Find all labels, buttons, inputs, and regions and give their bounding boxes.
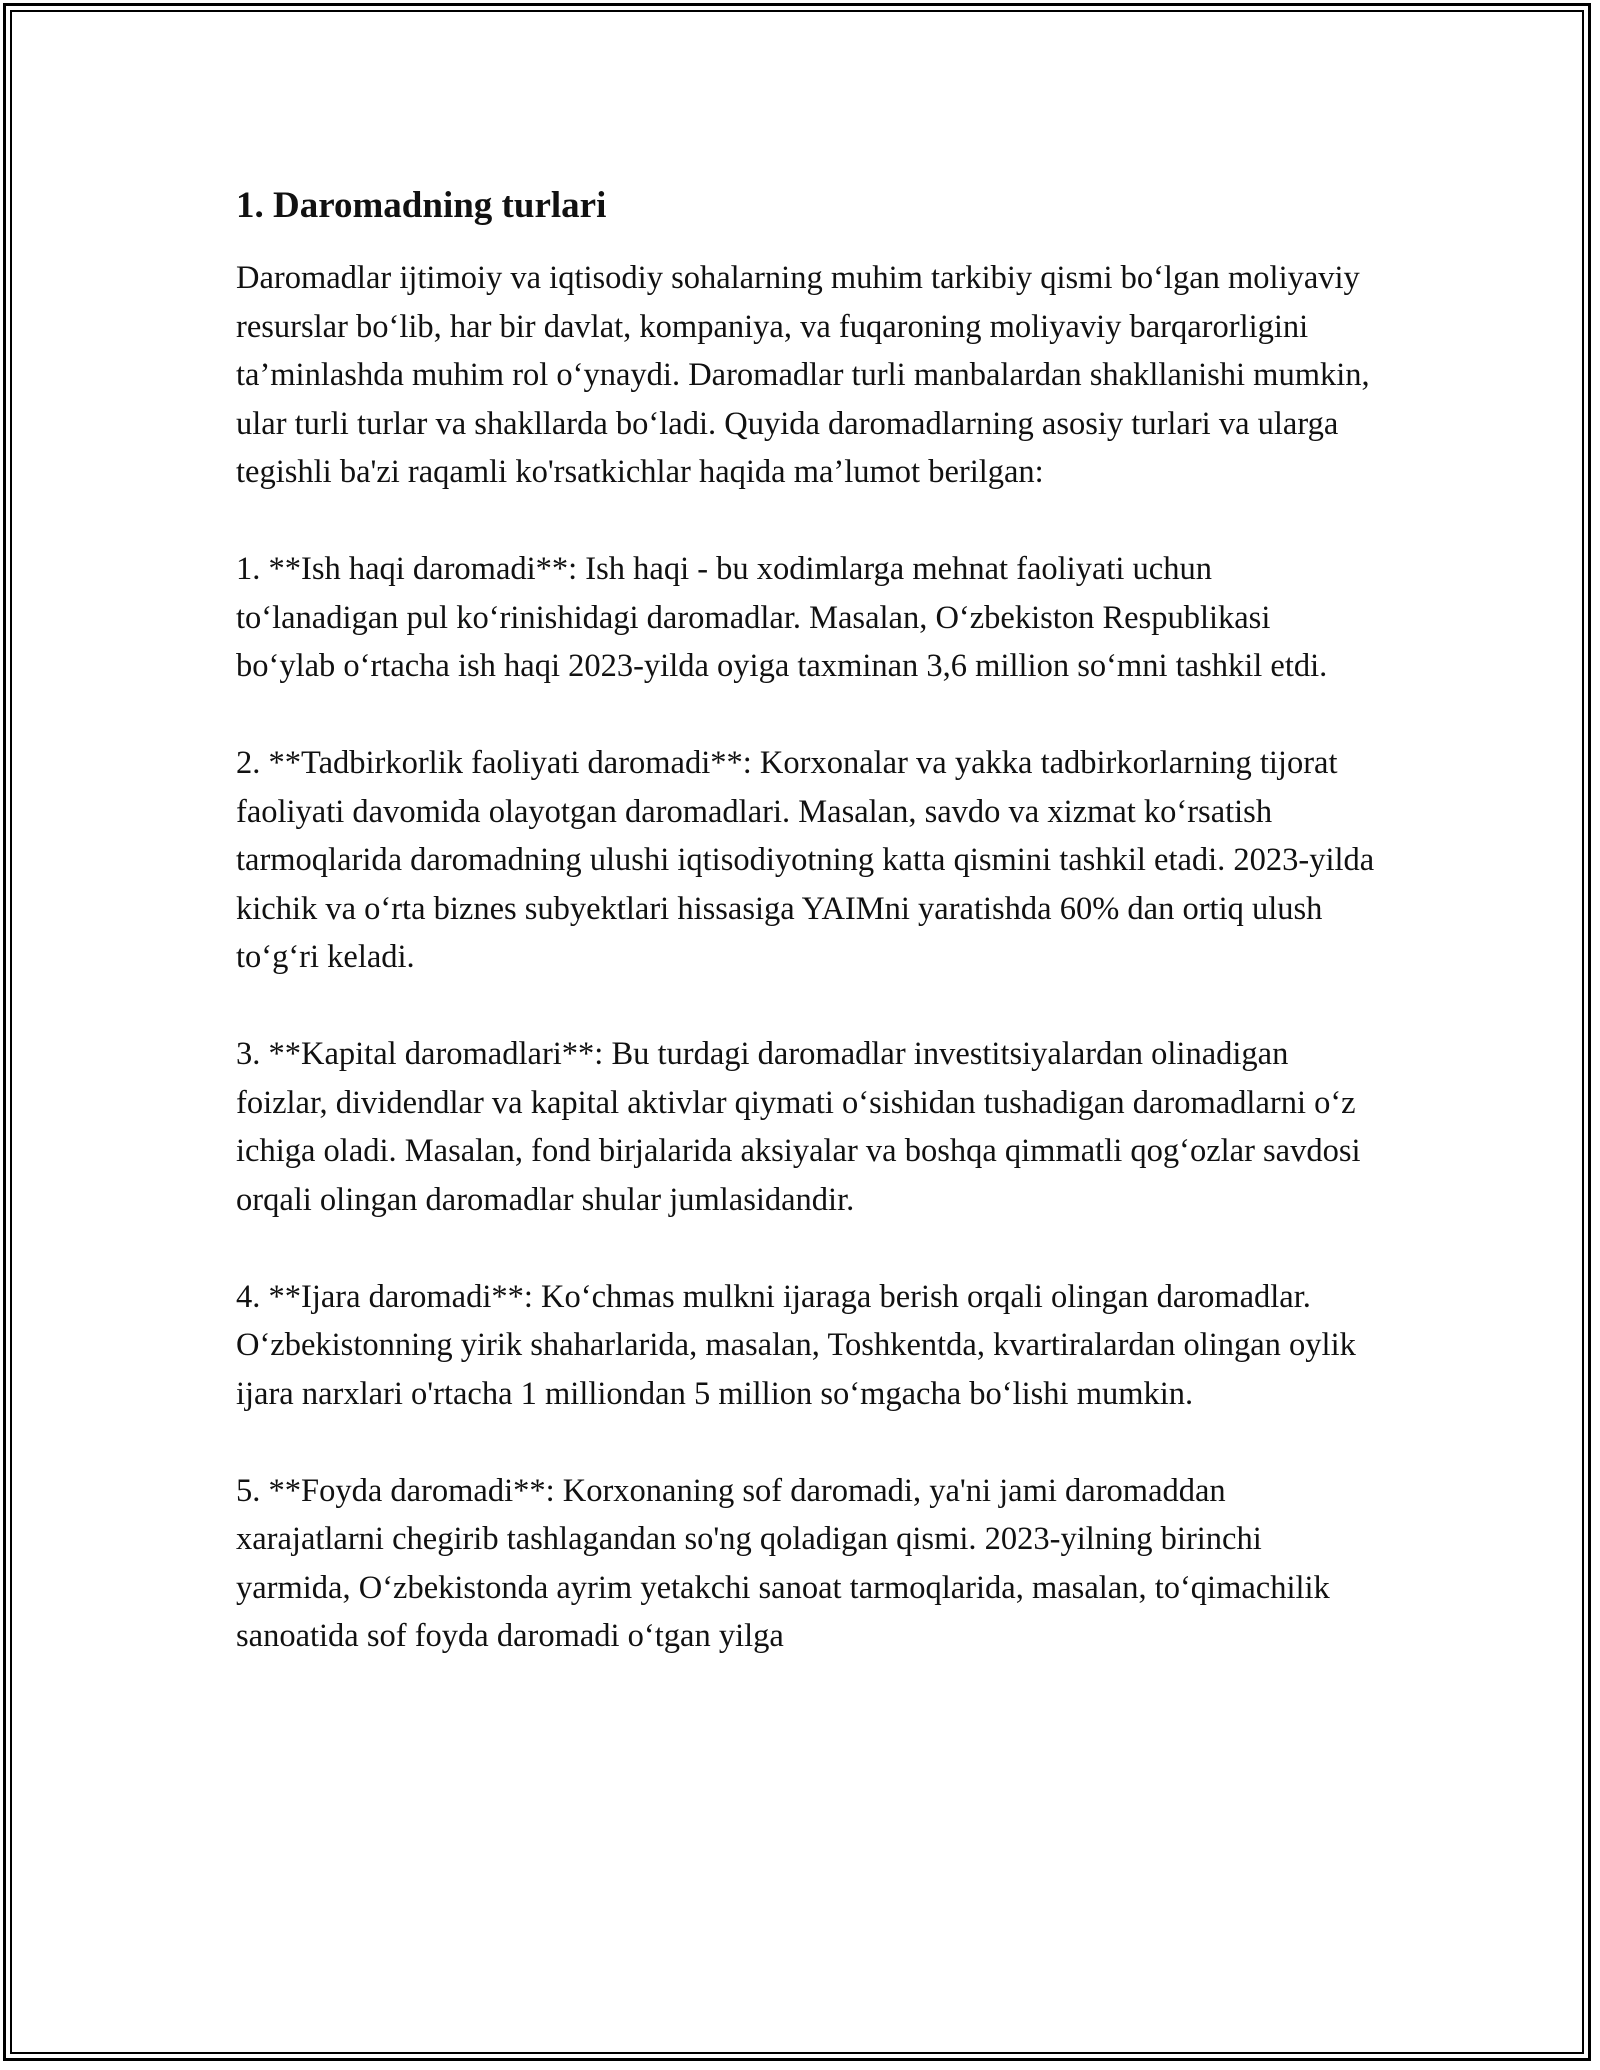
paragraph-capital-income: 3. **Kapital daromadlari**: Bu turdagi daromadlar investitsiyalardan olinadigan foizlar, dividendlar va kapital aktivlar qiymati o‘sishidan tushadigan daromadlarni o‘z ichiga oladi. Masalan, fond birjalarida aksiyalar va boshqa qimmatli qog‘ozlar savdosi orqali olingan daromadlar shular jumlasidandir. bbox=[236, 1036, 1361, 1218]
paragraph-rental-income: 4. **Ijara daromadi**: Ko‘chmas mulkni ijaraga berish orqali olingan daromadlar. O‘zbekistonning yirik shaharlarida, masalan, Toshkentda, kvartiralardan olingan oylik ijara narxlari o'rtacha 1 milliondan 5 million so‘mgacha bo‘lishi mumkin. bbox=[236, 1278, 1356, 1412]
intro-paragraph: Daromadlar ijtimoiy va iqtisodiy sohalarning muhim tarkibiy qismi bo‘lgan moliyaviy resurslar bo‘lib, har bir davlat, kompaniya, va fuqaroning moliyaviy barqarorligini ta’minlashda muhim rol o‘ynaydi. Daromadlar turli manbalardan shakllanishi mumkin, ular turli turlar va shakllarda bo‘ladi. Quyida daromadlarning asosiy turlari va ularga tegishli ba'zi raqamli ko'rsatkichlar haqida ma’lumot berilgan: bbox=[236, 260, 1370, 490]
document-body bbox=[236, 182, 1376, 1661]
section-heading: 1. Daromadning turlari bbox=[236, 185, 607, 226]
paragraph-profit-income: 5. **Foyda daromadi**: Korxonaning sof daromadi, ya'ni jami daromaddan xarajatlarni chegirib tashlagandan so'ng qoladigan qismi. 2023-yilning birinchi yarmida, O‘zbekistonda ayrim yetakchi sanoat tarmoqlarida, masalan, to‘qimachilik sanoatida sof foyda daromadi o‘tgan yilga bbox=[236, 1472, 1330, 1654]
paragraph-business-income: 2. **Tadbirkorlik faoliyati daromadi**: Korxonalar va yakka tadbirkorlarning tijorat faoliyati davomida olayotgan daromadlari. Masalan, savdo va xizmat ko‘rsatish tarmoqlarida daromadning ulushi iqtisodiyotning katta qismini tashkil etadi. 2023-yilda kichik va o‘rta biznes subyektlari hissasiga YAIMni yaratishda 60% dan ortiq ulush to‘g‘ri keladi. bbox=[236, 745, 1375, 975]
paragraph-wage-income: 1. **Ish haqi daromadi**: Ish haqi - bu xodimlarga mehnat faoliyati uchun to‘lanadigan pul ko‘rinishidagi daromadlar. Masalan, O‘zbekiston Respublikasi bo‘ylab o‘rtacha ish haqi 2023-yilda oyiga taxminan 3,6 million so‘mni tashkil etdi. bbox=[236, 551, 1328, 684]
